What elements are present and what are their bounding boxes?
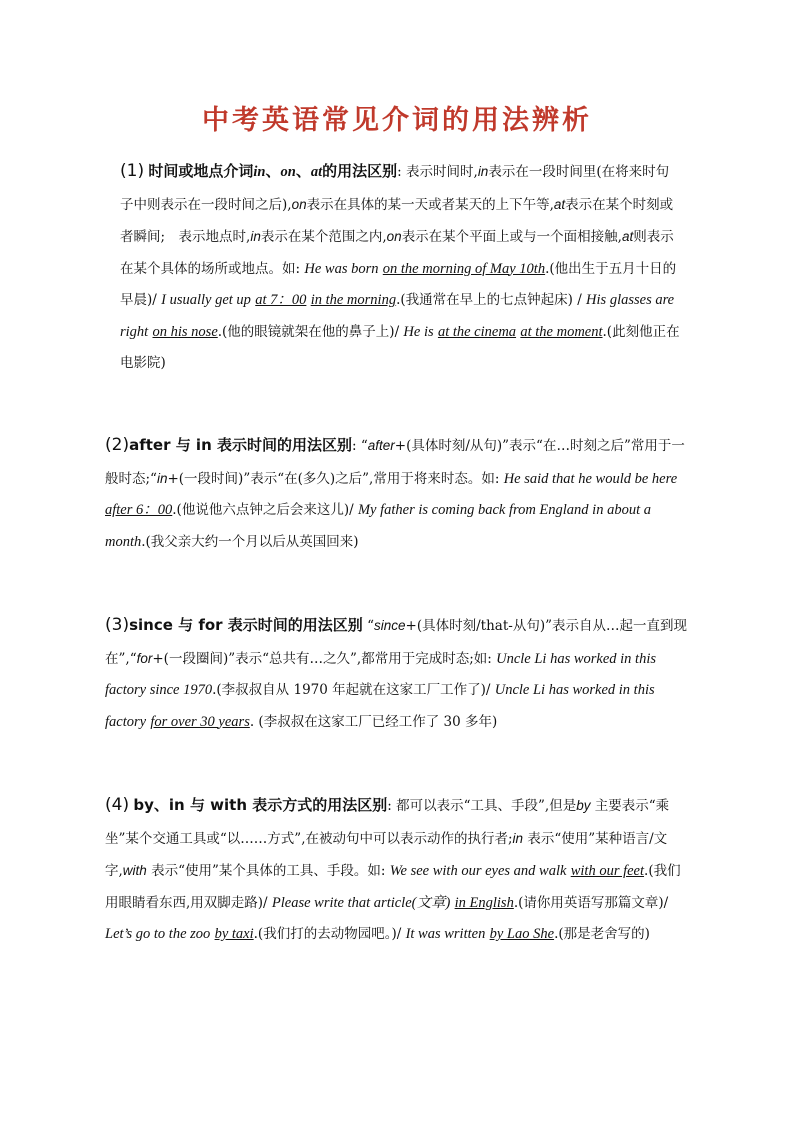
example-text: His glasses are right xyxy=(120,292,675,340)
translation: .(我们用眼睛看东西,用双脚走路)/ xyxy=(105,863,681,911)
example-underlined: after 6：00 xyxy=(105,502,173,518)
example-underlined: at 7：00 xyxy=(255,292,307,308)
body-text: “ xyxy=(367,618,375,634)
keyword: with xyxy=(122,863,147,878)
colon: : xyxy=(397,164,402,180)
example-underlined: by taxi xyxy=(214,926,254,942)
body-text: 表示在某个范围之内, xyxy=(260,229,387,245)
colon: : xyxy=(351,438,357,454)
section-number: (2) xyxy=(105,435,130,455)
body-text: 表示在某个平面上或与一个面相接触, xyxy=(401,229,622,245)
example-underlined: on his nose xyxy=(152,323,218,340)
example-text: Let’s go to the zoo xyxy=(105,926,211,942)
heading-word: in xyxy=(253,164,266,180)
translation: .(他说他六点钟之后会来这儿)/ xyxy=(172,502,354,518)
keyword: at xyxy=(621,229,634,244)
example-text: Please write that article(文章) xyxy=(271,894,451,911)
heading-sep: 、 xyxy=(265,162,281,180)
example-text: Uncle Li has worked in this factory since 1970 xyxy=(105,650,657,698)
body-text: 表示“使用”某个具体的工具、手段。如: xyxy=(151,863,386,879)
page-title: 中考英语常见介词的用法辨析 xyxy=(202,105,592,136)
example-text: We see with our eyes and walk xyxy=(389,863,567,879)
translation: .(请你用英语写那篇文章)/ xyxy=(513,894,669,911)
body-text: “ xyxy=(360,438,368,454)
example-underlined: for over 30 years xyxy=(150,713,250,730)
heading-sep: 、 xyxy=(295,162,311,180)
section-1 xyxy=(120,156,680,380)
example-underlined: with our feet xyxy=(570,863,645,879)
body-text: 表示“使用”某种语言/文字, xyxy=(105,830,668,879)
section-number: (1) xyxy=(120,161,145,181)
section-1-paragraph xyxy=(120,156,680,380)
example-text: Uncle Li has worked in this factory xyxy=(105,682,655,730)
body-text: +(一段时间)”表示“在(多久)之后”,常用于将来时态。如: xyxy=(167,470,500,487)
section-2 xyxy=(105,430,690,558)
section-4 xyxy=(105,790,690,951)
example-underlined: at the cinema xyxy=(437,323,517,340)
colon: : xyxy=(387,798,392,814)
keyword: for xyxy=(136,650,153,666)
section-4-paragraph xyxy=(105,790,690,951)
translation: .(他的眼镜就架在他的鼻子上)/ xyxy=(217,323,400,340)
heading-text: 的用法区别 xyxy=(322,162,398,180)
example-text: My father is coming back from England in about a month xyxy=(105,502,651,550)
keyword: in xyxy=(156,470,168,486)
body-text: +(具体时刻/从句)”表示“在…时刻之后”常用于一般时态;“ xyxy=(105,438,685,487)
example-underlined: at the moment xyxy=(520,323,603,340)
example-underlined: on the morning of May 10th xyxy=(382,260,546,277)
translation: .(李叔叔自从 1970 年起就在这家工厂工作了)/ xyxy=(212,682,491,698)
translation: .(他出生于五月十日的早晨)/ xyxy=(120,260,677,308)
body-text: 表示在一段时间里(在将来时句子中则表示在一段时间之后), xyxy=(120,164,670,213)
body-text: +(一段圈间)”表示“总共有…之久”,都常用于完成时态;如: xyxy=(152,650,492,667)
heading-word: on xyxy=(280,164,296,180)
keyword: in xyxy=(477,164,489,179)
section-number: (3) xyxy=(105,615,130,635)
body-text: +(具体时刻/that-从句)”表示自从…起一直到现在”,“ xyxy=(105,618,687,667)
keyword: in xyxy=(512,830,524,846)
keyword: after xyxy=(367,438,395,453)
section-heading: after 与 in 表示时间的用法区别 xyxy=(129,436,352,454)
keyword: by xyxy=(576,798,591,813)
section-number: (4) xyxy=(105,795,130,815)
body-text: 表示在某个时刻或者瞬间; 表示地点时, xyxy=(120,196,674,245)
example-text: He said that he would be here xyxy=(503,470,678,487)
example-underlined: in English xyxy=(454,894,514,911)
translation: .(那是老舍写的) xyxy=(554,926,650,942)
keyword: on xyxy=(291,196,307,212)
body-text: 主要表示“乘坐”某个交通工具或“以……方式”,在被动句中可以表示动作的执行者; xyxy=(105,798,670,847)
section-heading: by、in 与 with 表示方式的用法区别 xyxy=(133,796,388,814)
keyword: at xyxy=(553,196,566,212)
section-3 xyxy=(105,610,690,738)
example-underlined: by Lao She xyxy=(489,926,555,942)
body-text: 表示时间时, xyxy=(406,164,478,180)
section-heading: since 与 for 表示时间的用法区别 xyxy=(129,616,363,634)
section-2-paragraph xyxy=(105,430,690,558)
example-text: It was written xyxy=(405,926,486,942)
example-text: He is xyxy=(403,323,434,340)
section-3-paragraph xyxy=(105,610,690,738)
body-text: 表示在具体的某一天或者某天的上下午等, xyxy=(306,196,554,213)
translation: .(此刻他正在电影院) xyxy=(120,323,680,371)
section-heading xyxy=(148,162,397,180)
example-underlined: in the morning xyxy=(310,292,397,308)
body-text: 都可以表示“工具、手段”,但是 xyxy=(396,798,577,814)
heading-text: 时间或地点介词 xyxy=(148,162,254,180)
keyword: in xyxy=(250,229,261,244)
keyword: on xyxy=(386,229,402,244)
translation: .(我们打的去动物园吧。)/ xyxy=(253,926,402,942)
body-text: 则表示在某个具体的场所或地点。如: xyxy=(120,229,674,277)
example-text: He was born xyxy=(304,260,379,277)
translation: . (李叔叔在这家工厂已经工作了 30 多年) xyxy=(249,713,498,730)
keyword: since xyxy=(374,618,406,633)
translation: .(我父亲大约一个月以后从英国回来) xyxy=(141,533,359,550)
translation: .(我通常在早上的七点钟起床) / xyxy=(396,292,582,308)
example-text: I usually get up xyxy=(161,292,251,308)
heading-word: at xyxy=(310,164,323,180)
